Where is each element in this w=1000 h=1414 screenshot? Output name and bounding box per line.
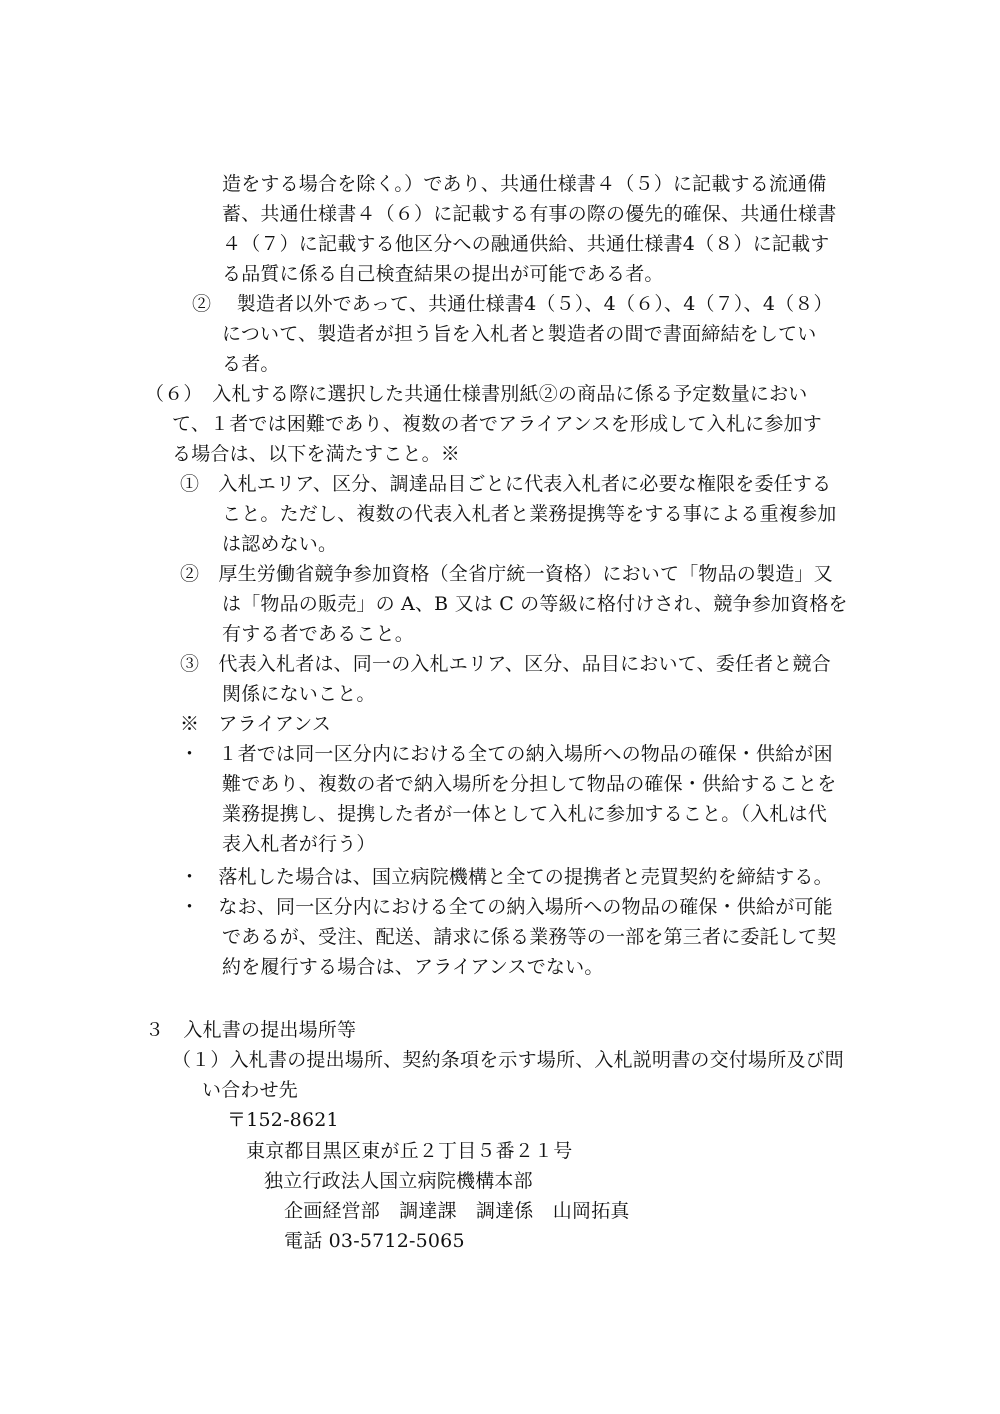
text-line: ① 入札エリア、区分、調達品目ごとに代表入札者に必要な権限を委任する (180, 473, 832, 495)
text-line: ② 厚生労働省競争参加資格（全省庁統一資格）において「物品の製造」又 (180, 563, 833, 585)
text-line: （１）入札書の提出場所、契約条項を示す場所、入札説明書の交付場所及び問 (172, 1049, 845, 1071)
contact-phone: 電話 03-5712-5065 (284, 1230, 465, 1252)
text-line: ・ なお、同一区分内における全ての納入場所への物品の確保・供給が可能 (180, 896, 833, 918)
text-line: ４（７）に記載する他区分への融通供給、共通仕様書4（８）に記載す (222, 233, 830, 255)
text-line: る場合は、以下を満たすこと。※ (172, 443, 461, 465)
text-line: る品質に係る自己検査結果の提出が可能である者。 (222, 263, 664, 285)
text-line: （６） 入札する際に選択した共通仕様書別紙②の商品に係る予定数量におい (145, 383, 808, 405)
text-line: ・ １者では同一区分内における全ての納入場所への物品の確保・供給が困 (180, 743, 833, 765)
text-line: 造をする場合を除く。）であり、共通仕様書４（５）に記載する流通備 (222, 173, 827, 195)
text-line: ※ アライアンス (180, 713, 332, 735)
text-line: て、１者では困難であり、複数の者でアライアンスを形成して入札に参加す (172, 413, 822, 435)
text-line: ③ 代表入札者は、同一の入札エリア、区分、品目において、委任者と競合 (180, 653, 831, 675)
text-line: る者。 (222, 353, 280, 375)
text-line: 難であり、複数の者で納入場所を分担して物品の確保・供給することを (222, 773, 837, 795)
text-line: であるが、受注、配送、請求に係る業務等の一部を第三者に委託して契 (222, 926, 837, 948)
text-line: 業務提携し、提携した者が一体として入札に参加すること。（入札は代 (222, 803, 827, 825)
text-line: 表入札者が行う） (222, 833, 376, 855)
text-line: い合わせ先 (202, 1079, 299, 1101)
section-heading: ３ 入札書の提出場所等 (145, 1019, 357, 1041)
text-line: ② 製造者以外であって、共通仕様書4（５）、4（６）、4（７）、4（８） (192, 293, 833, 315)
text-line: 有する者であること。 (222, 623, 415, 645)
text-line: について、製造者が担う旨を入札者と製造者の間で書面締結をしてい (222, 323, 817, 345)
organization-name: 独立行政法人国立病院機構本部 (264, 1170, 533, 1192)
text-line: は認めない。 (222, 533, 338, 555)
text-line: 約を履行する場合は、アライアンスでない。 (222, 956, 604, 978)
text-line: 関係にないこと。 (222, 683, 376, 705)
contact-department: 企画経営部 調達課 調達係 山岡拓真 (284, 1200, 630, 1222)
text-line: こと。ただし、複数の代表入札者と業務提携等をする事による重複参加 (222, 503, 837, 525)
address-line: 東京都目黒区東が丘２丁目５番２１号 (246, 1140, 573, 1162)
text-line: は「物品の販売」の A、B 又は C の等級に格付けされ、競争参加資格を (222, 593, 848, 615)
text-line: 蓄、共通仕様書４（６）に記載する有事の際の優先的確保、共通仕様書 (222, 203, 837, 225)
postal-code: 〒152-8621 (227, 1109, 339, 1131)
text-line: ・ 落札した場合は、国立病院機構と全ての提携者と売買契約を締結する。 (180, 866, 833, 888)
